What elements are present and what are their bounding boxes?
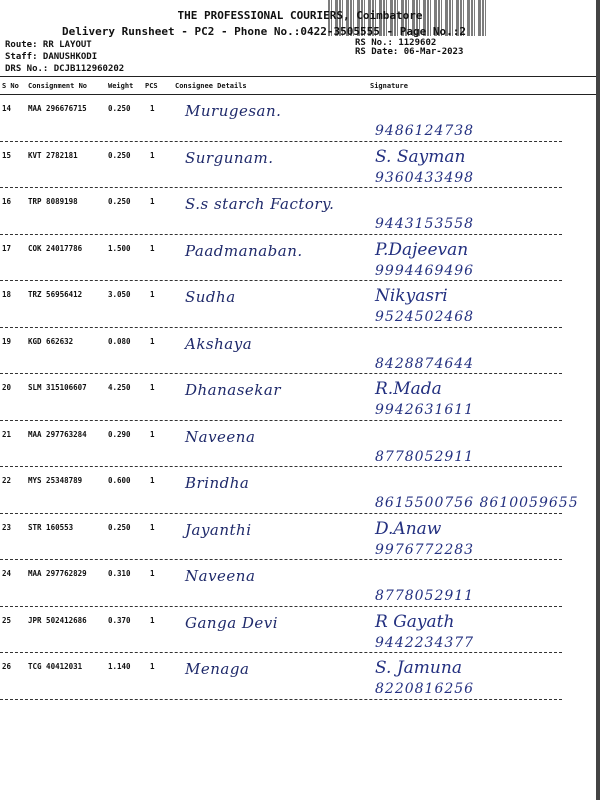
row-weight: 0.310 [108, 569, 131, 578]
row-consignment-no: COK 24017786 [28, 243, 83, 253]
row-pcs: 1 [150, 476, 155, 485]
row-consignment-no: SLM 315106607 [28, 383, 87, 392]
signature-name: P.Dajeevan [375, 239, 469, 260]
col-header-weight: Weight [108, 82, 134, 90]
signature-phone: 8428874644 [375, 355, 475, 372]
signature-name: D.Anaw [375, 518, 442, 539]
signature-name: S. Jamuna [375, 658, 462, 678]
row-signature [375, 612, 474, 651]
route-label: Route: RR LAYOUT [5, 40, 92, 50]
row-consignee-handwritten: S.s starch Factory. [185, 195, 335, 213]
row-weight: 0.250 [108, 197, 131, 206]
row-divider [0, 280, 562, 281]
row-signature [375, 658, 474, 697]
row-consignee-handwritten: Akshaya [185, 334, 253, 353]
row-consignee-handwritten: Murugesan. [185, 102, 282, 120]
row-pcs: 1 [150, 104, 155, 113]
row-pcs: 1 [150, 569, 155, 578]
row-consignee-handwritten: Menaga [185, 660, 250, 678]
signature-phone: 8778052911 [375, 448, 475, 465]
row-sno: 22 [2, 476, 12, 485]
row-divider [0, 234, 562, 235]
row-consignee-handwritten: Naveena [185, 567, 256, 585]
row-weight: 0.250 [108, 522, 131, 532]
signature-phone: 8778052911 [375, 588, 475, 604]
row-pcs: 1 [150, 383, 155, 392]
row-divider [0, 606, 562, 607]
col-header-signature: Signature [370, 82, 408, 90]
signature-name: S. Sayman [375, 146, 466, 167]
row-divider [0, 466, 562, 467]
row-divider [0, 187, 562, 188]
row-consignee-handwritten: Naveena [185, 427, 256, 446]
row-pcs: 1 [150, 336, 155, 346]
row-consignee-handwritten: Surgunam. [185, 148, 274, 167]
col-header-sno: S No [2, 82, 19, 90]
row-sno: 15 [2, 150, 12, 160]
row-weight: 0.250 [108, 104, 131, 113]
row-signature [375, 286, 474, 325]
row-signature [375, 519, 474, 558]
rs-date: RS Date: 06-Mar-2023 [355, 47, 464, 57]
row-sno: 26 [2, 662, 12, 671]
row-consignment-no: MYS 25348789 [28, 476, 83, 485]
row-signature [375, 100, 474, 139]
row-pcs: 1 [150, 429, 155, 439]
row-pcs: 1 [150, 150, 155, 160]
row-pcs: 1 [150, 243, 155, 253]
signature-phone: 9942631611 [375, 402, 475, 418]
row-signature [375, 147, 474, 186]
col-header-consignee: Consignee Details [175, 82, 247, 90]
row-pcs: 1 [150, 615, 155, 625]
staff-label: Staff: DANUSHKODI [5, 52, 98, 62]
row-weight: 1.140 [108, 662, 131, 671]
row-sno: 25 [2, 615, 12, 625]
signature-phone: 9360433498 [375, 169, 475, 186]
row-signature [375, 193, 474, 232]
row-divider [0, 373, 562, 374]
row-weight: 0.370 [108, 615, 131, 625]
signature-phone: 9994469496 [375, 262, 475, 279]
row-weight: 4.250 [108, 383, 131, 392]
company-name: THE PROFESSIONAL COURIERS, Coimbatore [177, 9, 423, 22]
row-signature [375, 472, 579, 511]
row-divider [0, 327, 562, 328]
row-signature [375, 333, 474, 372]
row-consignment-no: TCG 40412031 [28, 662, 83, 671]
signature-phone: 9976772283 [375, 541, 475, 558]
row-consignment-no: MAA 297763284 [28, 429, 87, 439]
row-pcs: 1 [150, 662, 155, 671]
scan-edge [596, 0, 600, 800]
row-pcs: 1 [150, 522, 155, 532]
row-divider [0, 420, 562, 421]
header-divider-bottom [0, 94, 598, 95]
signature-phone: 8615500756 8610059655 [375, 495, 579, 511]
header-divider-top [0, 76, 598, 77]
rs-number: RS No.: 1129602 [355, 38, 437, 48]
row-divider [0, 141, 562, 142]
row-weight: 0.600 [108, 476, 131, 485]
row-signature [375, 426, 474, 465]
runsheet-title: Delivery Runsheet - PC2 - Phone No.:0422-3505555 - Page No.:2 [62, 25, 466, 38]
row-consignee-handwritten: Dhanasekar [185, 381, 282, 399]
row-sno: 21 [2, 429, 12, 439]
row-sno: 19 [2, 336, 12, 346]
row-consignee-handwritten: Paadmanaban. [185, 241, 303, 260]
row-consignee-handwritten: Jayanthi [185, 520, 252, 539]
signature-phone: 9524502468 [375, 309, 475, 325]
row-sno: 14 [2, 104, 12, 113]
row-consignee-handwritten: Brindha [185, 474, 250, 492]
signature-phone: 9442234377 [375, 634, 475, 651]
row-consignment-no: KGD 662632 [28, 336, 74, 346]
row-sno: 23 [2, 522, 12, 532]
row-pcs: 1 [150, 290, 155, 299]
signature-name: R Gayath [375, 611, 455, 632]
row-signature [375, 379, 474, 418]
row-divider [0, 559, 562, 560]
row-consignment-no: TRP 8089198 [28, 197, 78, 206]
row-consignment-no: MAA 297762829 [28, 569, 87, 578]
row-sno: 20 [2, 383, 12, 392]
row-weight: 1.500 [108, 243, 131, 253]
signature-phone: 9486124738 [375, 123, 475, 139]
row-consignment-no: TRZ 56956412 [28, 290, 83, 299]
row-sno: 17 [2, 243, 12, 253]
signature-phone: 9443153558 [375, 216, 475, 232]
row-consignment-no: KVT 2782181 [28, 150, 78, 160]
row-consignment-no: MAA 296676715 [28, 104, 87, 113]
signature-name: R.Mada [375, 379, 442, 399]
row-weight: 0.080 [108, 336, 131, 346]
col-header-consignment: Consignment No [28, 82, 88, 90]
row-signature [375, 565, 474, 604]
drs-number: DRS No.: DCJB112960202 [5, 64, 125, 74]
row-divider [0, 699, 562, 700]
row-sno: 24 [2, 569, 12, 578]
row-consignment-no: STR 160553 [28, 522, 74, 532]
signature-phone: 8220816256 [375, 681, 475, 697]
row-consignee-handwritten: Ganga Devi [185, 613, 279, 632]
row-weight: 3.050 [108, 290, 131, 299]
row-weight: 0.290 [108, 429, 131, 439]
row-pcs: 1 [150, 197, 155, 206]
row-divider [0, 652, 562, 653]
row-sno: 18 [2, 290, 12, 299]
row-weight: 0.250 [108, 150, 131, 160]
row-signature [375, 240, 474, 279]
row-divider [0, 513, 562, 514]
col-header-pcs: PCS [145, 82, 158, 90]
row-sno: 16 [2, 197, 12, 206]
signature-name: Nikyasri [375, 286, 448, 306]
row-consignee-handwritten: Sudha [185, 288, 236, 306]
row-consignment-no: JPR 502412686 [28, 615, 87, 625]
